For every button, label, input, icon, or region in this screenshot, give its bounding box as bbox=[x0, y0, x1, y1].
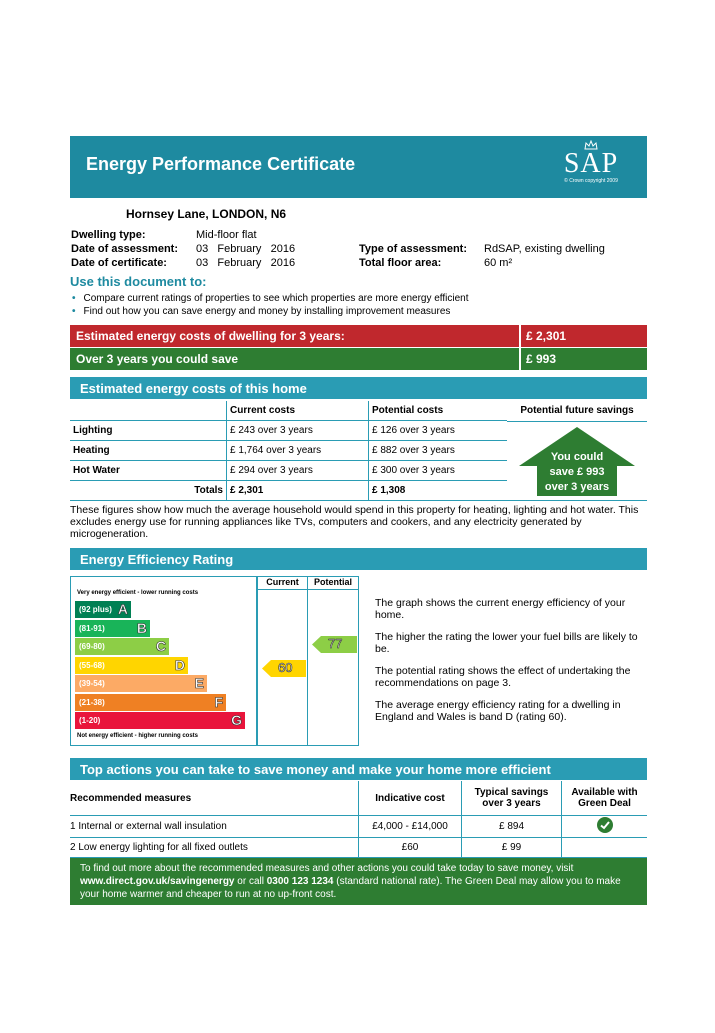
rating-explanation: The graph shows the current energy efficiency of your home. The higher the rating the lower your fuel bills are likely to be. The potential rating shows the effect of undertaking the recommendations on page 3. The average energy efficiency rating for a dwelling in England and Wales is band D (rating 60). bbox=[375, 597, 638, 723]
table-header-row: Recommended measures Indicative cost Typical savings over 3 years Available with Green Deal bbox=[70, 781, 647, 816]
assessment-type-label: Type of assessment: bbox=[359, 243, 468, 255]
savingenergy-link[interactable]: www.direct.gov.uk/savingenergy bbox=[80, 876, 235, 887]
list-item: • Find out how you can save energy and money by installing improvement measures bbox=[72, 305, 469, 318]
phone-number: 0300 123 1234 bbox=[266, 876, 334, 887]
potential-rating-arrow bbox=[312, 636, 357, 653]
property-address: Hornsey Lane, LONDON, N6 bbox=[126, 207, 287, 221]
use-document-list bbox=[72, 292, 469, 318]
current-costs-header: Current costs bbox=[227, 401, 369, 421]
bottom-caption: Not energy efficient - higher running costs bbox=[77, 733, 199, 739]
certificate-date-label: Date of certificate: bbox=[71, 257, 167, 269]
savings-line-1: You could bbox=[550, 451, 604, 463]
band-range: (39-54) bbox=[79, 679, 105, 688]
current-column-header: Current bbox=[258, 577, 307, 590]
band-d bbox=[75, 657, 188, 674]
rating-chart bbox=[70, 576, 257, 746]
dwelling-type-label: Dwelling type: bbox=[71, 229, 146, 241]
estimated-costs-bar bbox=[70, 325, 647, 347]
band-range: (69-80) bbox=[79, 642, 105, 651]
table-header-row bbox=[70, 401, 507, 421]
band-range: (92 plus) bbox=[79, 605, 112, 614]
costs-section-heading: Estimated energy costs of this home bbox=[70, 377, 647, 399]
band-range: (81-91) bbox=[79, 623, 105, 633]
table-row: Hot Water £ 294 over 3 years £ 300 over 3 years bbox=[70, 461, 507, 481]
band-range: (21-38) bbox=[79, 697, 105, 707]
band-range: (1-20) bbox=[79, 716, 101, 725]
band-e bbox=[75, 675, 207, 692]
band-letter: G bbox=[231, 712, 242, 728]
table-row: 2 Low energy lighting for all fixed outlets £60 £ 99 bbox=[70, 838, 647, 858]
floor-area-label: Total floor area: bbox=[359, 257, 442, 269]
table-row: Lighting £ 243 over 3 years £ 126 over 3 years bbox=[70, 421, 507, 441]
estimated-costs-value: £ 2,301 bbox=[526, 329, 567, 343]
savings-house bbox=[507, 421, 647, 501]
assessment-date-label: Date of assessment: bbox=[71, 243, 178, 255]
potential-column-header: Potential bbox=[308, 577, 358, 590]
costs-table bbox=[70, 401, 507, 501]
crown-icon bbox=[584, 140, 598, 150]
use-document-title: Use this document to: bbox=[70, 274, 207, 289]
band-b bbox=[75, 620, 150, 637]
band-letter: B bbox=[136, 619, 147, 636]
band-letter: F bbox=[214, 693, 223, 710]
savings-line-2: save £ 993 bbox=[549, 466, 605, 478]
estimated-costs-label: Estimated energy costs of dwelling for 3 years: bbox=[76, 329, 345, 343]
totals-row: Totals £ 2,301 £ 1,308 bbox=[70, 481, 507, 501]
could-save-bar bbox=[70, 348, 647, 370]
table-row: 1 Internal or external wall insulation £4,000 - £14,000 £ 894 bbox=[70, 816, 647, 838]
band-letter: A bbox=[117, 601, 128, 617]
check-icon bbox=[597, 817, 613, 833]
costs-note: These figures show how much the average household would spend in this property for heating, lighting and hot water. This excludes energy use for running appliances like TVs, computers and cookers, and any electricity generated by microgeneration. bbox=[70, 504, 639, 540]
assessment-date-value: 03 February 2016 bbox=[196, 243, 296, 255]
rating-section-heading: Energy Efficiency Rating bbox=[70, 548, 647, 570]
band-f bbox=[75, 694, 226, 711]
band-g bbox=[75, 712, 245, 729]
band-letter: E bbox=[194, 675, 204, 691]
band-range: (55-68) bbox=[79, 660, 105, 670]
potential-rating-value: 77 bbox=[328, 636, 343, 651]
dwelling-type-value: Mid-floor flat bbox=[196, 229, 257, 241]
certificate-date-value: 03 February 2016 bbox=[196, 257, 296, 269]
floor-area-value: 60 m² bbox=[484, 257, 513, 269]
potential-costs-header: Potential costs bbox=[369, 401, 508, 421]
potential-savings-header: Potential future savings bbox=[507, 401, 647, 422]
band-a bbox=[75, 601, 131, 618]
potential-column bbox=[307, 576, 359, 746]
band-c bbox=[75, 638, 169, 655]
band-letter: C bbox=[155, 638, 166, 654]
top-caption: Very energy efficient - lower running costs bbox=[77, 590, 199, 596]
current-column bbox=[257, 576, 307, 746]
list-item: • Compare current ratings of properties to see which properties are more energy efficient bbox=[72, 292, 469, 305]
actions-section-heading: Top actions you can take to save money and make your home more efficient bbox=[70, 758, 647, 780]
sap-logo: SAP © Crown copyright 2009 bbox=[551, 140, 631, 194]
footer-banner: To find out more about the recommended measures and other actions you could take today to save money, visit www.direct.gov.uk/savingenergy or call 0300 123 1234 (standard national rate). The Green Deal may allow you to make your home warmer and cheaper to run at no up-front cost. bbox=[70, 858, 647, 905]
actions-table bbox=[70, 781, 647, 858]
header-banner bbox=[70, 136, 647, 198]
table-row: Heating £ 1,764 over 3 years £ 882 over 3 years bbox=[70, 441, 507, 461]
page-title: Energy Performance Certificate bbox=[86, 154, 356, 174]
could-save-value: £ 993 bbox=[526, 352, 557, 366]
band-letter: D bbox=[174, 656, 185, 673]
current-rating-value: 60 bbox=[278, 660, 293, 675]
savings-line-3: over 3 years bbox=[544, 481, 610, 493]
could-save-label: Over 3 years you could save bbox=[76, 352, 239, 366]
assessment-type-value: RdSAP, existing dwelling bbox=[484, 243, 605, 255]
current-rating-arrow bbox=[262, 660, 306, 677]
